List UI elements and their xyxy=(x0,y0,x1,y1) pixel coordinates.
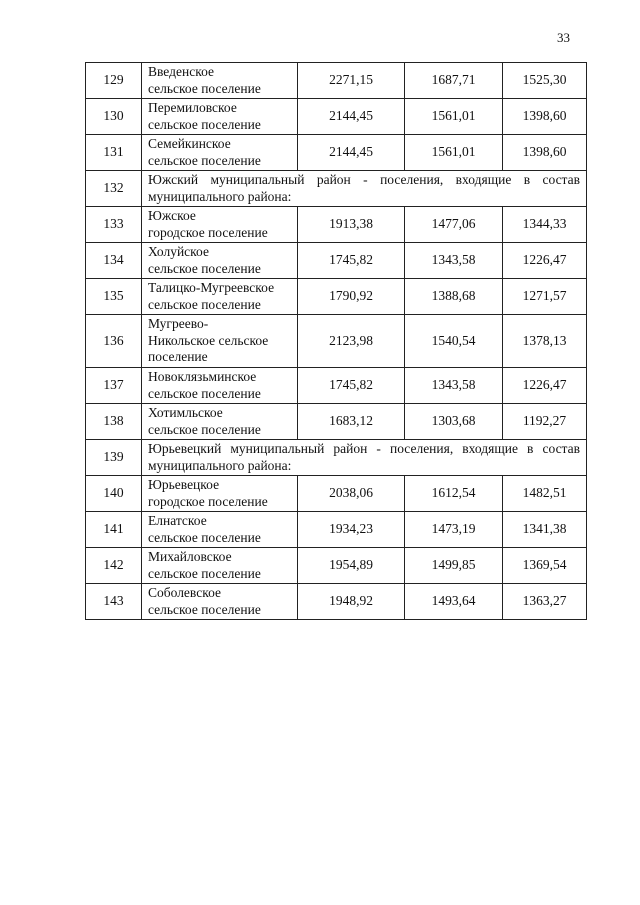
row-number: 143 xyxy=(86,584,142,620)
table-row xyxy=(86,368,587,404)
district-header: Южский муниципальный район - поселения, входящие в состав муниципального района: xyxy=(142,171,587,207)
value-1: 1934,23 xyxy=(298,512,405,548)
value-2: 1343,58 xyxy=(405,368,503,404)
row-number: 138 xyxy=(86,404,142,440)
value-2: 1493,64 xyxy=(405,584,503,620)
value-3: 1344,33 xyxy=(503,207,587,243)
row-number: 129 xyxy=(86,63,142,99)
row-number: 131 xyxy=(86,135,142,171)
value-3: 1378,13 xyxy=(503,315,587,368)
table-row xyxy=(86,548,587,584)
district-header: Юрьевецкий муниципальный район - поселения, входящие в состав муниципального района: xyxy=(142,440,587,476)
table-row xyxy=(86,279,587,315)
value-3: 1363,27 xyxy=(503,584,587,620)
row-number: 139 xyxy=(86,440,142,476)
settlement-name: Перемиловское сельское поселение xyxy=(142,99,298,135)
row-number: 136 xyxy=(86,315,142,368)
value-1: 1790,92 xyxy=(298,279,405,315)
value-1: 1948,92 xyxy=(298,584,405,620)
settlement-name: Михайловское сельское поселение xyxy=(142,548,298,584)
table-row xyxy=(86,404,587,440)
row-number: 140 xyxy=(86,476,142,512)
table-row xyxy=(86,207,587,243)
value-2: 1388,68 xyxy=(405,279,503,315)
value-2: 1499,85 xyxy=(405,548,503,584)
row-number: 130 xyxy=(86,99,142,135)
table-row xyxy=(86,243,587,279)
row-number: 141 xyxy=(86,512,142,548)
value-3: 1525,30 xyxy=(503,63,587,99)
value-3: 1341,38 xyxy=(503,512,587,548)
value-3: 1398,60 xyxy=(503,99,587,135)
settlement-name: Хотимльское сельское поселение xyxy=(142,404,298,440)
value-2: 1687,71 xyxy=(405,63,503,99)
settlement-name: Талицко-Мугреевское сельское поселение xyxy=(142,279,298,315)
settlement-name: Елнатское сельское поселение xyxy=(142,512,298,548)
value-1: 2038,06 xyxy=(298,476,405,512)
settlements-table xyxy=(85,62,587,620)
settlement-name: Новоклязьминское сельское поселение xyxy=(142,368,298,404)
value-3: 1226,47 xyxy=(503,243,587,279)
value-2: 1473,19 xyxy=(405,512,503,548)
row-number: 132 xyxy=(86,171,142,207)
value-3: 1482,51 xyxy=(503,476,587,512)
settlement-name: Южское городское поселение xyxy=(142,207,298,243)
value-2: 1561,01 xyxy=(405,99,503,135)
row-number: 133 xyxy=(86,207,142,243)
value-1: 2144,45 xyxy=(298,99,405,135)
value-1: 1913,38 xyxy=(298,207,405,243)
value-3: 1271,57 xyxy=(503,279,587,315)
page-number: 33 xyxy=(557,30,570,45)
row-number: 134 xyxy=(86,243,142,279)
settlement-name: Соболевское сельское поселение xyxy=(142,584,298,620)
table-row xyxy=(86,63,587,99)
value-1: 1745,82 xyxy=(298,368,405,404)
table-row xyxy=(86,476,587,512)
settlement-name: Холуйское сельское поселение xyxy=(142,243,298,279)
settlement-name: Семейкинское сельское поселение xyxy=(142,135,298,171)
value-1: 2271,15 xyxy=(298,63,405,99)
value-3: 1398,60 xyxy=(503,135,587,171)
value-1: 1683,12 xyxy=(298,404,405,440)
table-row xyxy=(86,512,587,548)
value-1: 2123,98 xyxy=(298,315,405,368)
value-3: 1192,27 xyxy=(503,404,587,440)
table-row xyxy=(86,315,587,368)
value-3: 1226,47 xyxy=(503,368,587,404)
row-number: 142 xyxy=(86,548,142,584)
value-3: 1369,54 xyxy=(503,548,587,584)
table-row xyxy=(86,99,587,135)
district-header-row xyxy=(86,171,587,207)
value-2: 1303,68 xyxy=(405,404,503,440)
row-number: 135 xyxy=(86,279,142,315)
value-2: 1561,01 xyxy=(405,135,503,171)
settlement-name: Введенское сельское поселение xyxy=(142,63,298,99)
settlement-name: Мугреево- Никольское сельское поселение xyxy=(142,315,298,368)
value-2: 1612,54 xyxy=(405,476,503,512)
settlement-name: Юрьевецкое городское поселение xyxy=(142,476,298,512)
value-2: 1343,58 xyxy=(405,243,503,279)
table-row xyxy=(86,584,587,620)
value-2: 1477,06 xyxy=(405,207,503,243)
value-1: 1954,89 xyxy=(298,548,405,584)
district-header-row xyxy=(86,440,587,476)
value-2: 1540,54 xyxy=(405,315,503,368)
value-1: 1745,82 xyxy=(298,243,405,279)
value-1: 2144,45 xyxy=(298,135,405,171)
table-row xyxy=(86,135,587,171)
row-number: 137 xyxy=(86,368,142,404)
